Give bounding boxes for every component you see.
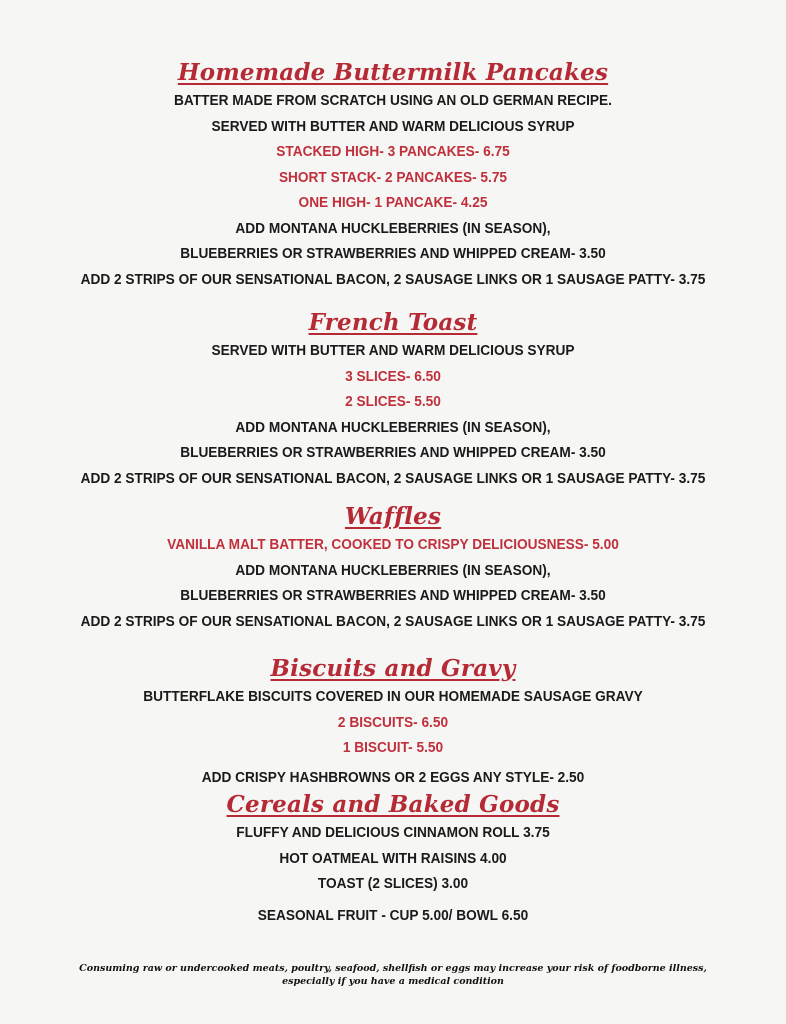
waffles-section: [0, 502, 786, 634]
french-toast-price: 2 SLICES- 5.50: [345, 393, 441, 410]
pancakes-price: STACKED HIGH- 3 PANCAKES- 6.75: [276, 143, 510, 160]
section-title-cereals: Cereals and Baked Goods: [226, 791, 560, 818]
french-toast-addon: BLUEBERRIES OR STRAWBERRIES AND WHIPPED CREAM- 3.50: [180, 444, 606, 461]
cereals-item: SEASONAL FRUIT - CUP 5.00/ BOWL 6.50: [257, 906, 529, 924]
section-title-pancakes: Homemade Buttermilk Pancakes: [177, 59, 609, 86]
disclaimer-line: Consuming raw or undercooked meats, poultry, seafood, shellfish or eggs may increase your risk of foodborne illness,: [79, 963, 707, 974]
waffles-addon: BLUEBERRIES OR STRAWBERRIES AND WHIPPED CREAM- 3.50: [180, 587, 606, 604]
french-toast-description: SERVED WITH BUTTER AND WARM DELICIOUS SYRUP: [211, 342, 575, 359]
biscuits-section: [0, 654, 786, 790]
section-title-waffles: Waffles: [344, 503, 442, 530]
french-toast-section: [0, 308, 786, 491]
cereals-item: TOAST (2 SLICES) 3.00: [317, 875, 469, 892]
pancakes-addon: ADD MONTANA HUCKLEBERRIES (IN SEASON),: [235, 219, 551, 237]
foodborne-illness-disclaimer: [0, 962, 786, 988]
biscuits-price: 1 BISCUIT- 5.50: [342, 739, 444, 756]
cereals-item: FLUFFY AND DELICIOUS CINNAMON ROLL 3.75: [236, 824, 550, 841]
disclaimer-line: especially if you have a medical condition: [282, 976, 504, 987]
pancakes-description: SERVED WITH BUTTER AND WARM DELICIOUS SYRUP: [211, 117, 575, 135]
pancakes-description: BATTER MADE FROM SCRATCH USING AN OLD GERMAN RECIPE.: [174, 92, 612, 109]
cereals-section: [0, 790, 786, 928]
pancakes-price: SHORT STACK- 2 PANCAKES- 5.75: [278, 168, 508, 186]
section-title-biscuits: Biscuits and Gravy: [270, 655, 516, 682]
biscuits-price: 2 BISCUITS- 6.50: [337, 713, 449, 731]
pancakes-section: [0, 58, 786, 292]
waffles-price: VANILLA MALT BATTER, COOKED TO CRISPY DELICIOUSNESS- 5.00: [167, 536, 619, 553]
biscuits-description: BUTTERFLAKE BISCUITS COVERED IN OUR HOMEMADE SAUSAGE GRAVY: [143, 688, 643, 705]
pancakes-addon: BLUEBERRIES OR STRAWBERRIES AND WHIPPED CREAM- 3.50: [180, 245, 606, 262]
waffles-addon: ADD MONTANA HUCKLEBERRIES (IN SEASON),: [235, 561, 551, 579]
pancakes-price: ONE HIGH- 1 PANCAKE- 4.25: [298, 194, 488, 211]
pancakes-addon: ADD 2 STRIPS OF OUR SENSATIONAL BACON, 2 SAUSAGE LINKS OR 1 SAUSAGE PATTY- 3.75: [80, 270, 706, 288]
waffles-addon: ADD 2 STRIPS OF OUR SENSATIONAL BACON, 2 SAUSAGE LINKS OR 1 SAUSAGE PATTY- 3.75: [80, 612, 706, 630]
cereals-item: HOT OATMEAL WITH RAISINS 4.00: [279, 849, 507, 867]
french-toast-addon: ADD 2 STRIPS OF OUR SENSATIONAL BACON, 2 SAUSAGE LINKS OR 1 SAUSAGE PATTY- 3.75: [80, 469, 706, 487]
french-toast-price: 3 SLICES- 6.50: [345, 367, 441, 385]
section-title-french-toast: French Toast: [308, 309, 478, 336]
french-toast-addon: ADD MONTANA HUCKLEBERRIES (IN SEASON),: [235, 418, 551, 436]
biscuits-addon: ADD CRISPY HASHBROWNS OR 2 EGGS ANY STYLE- 2.50: [201, 768, 585, 786]
